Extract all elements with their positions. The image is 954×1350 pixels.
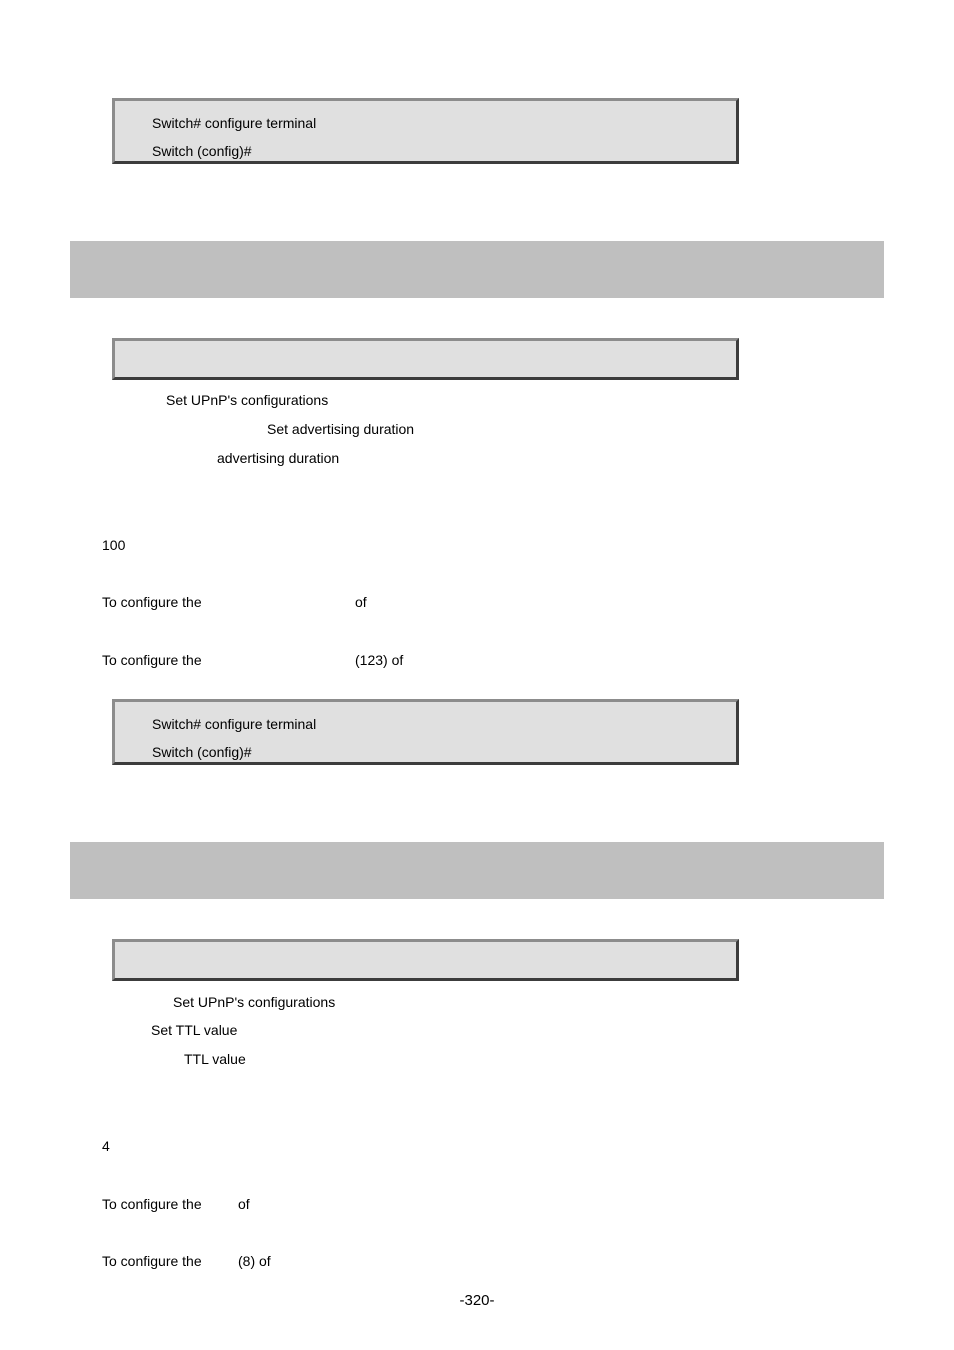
syntax-box <box>112 939 739 981</box>
usage-text: To configure the <box>102 594 202 610</box>
parameter-description: Set UPnP's configurations <box>166 392 329 408</box>
example-command-box <box>112 699 739 765</box>
syntax-box <box>112 338 739 380</box>
usage-text-suffix: of <box>355 594 367 610</box>
section-header-band <box>70 241 884 298</box>
usage-text-suffix: (8) of <box>238 1253 271 1269</box>
command-line: Switch (config)# <box>152 143 252 159</box>
parameter-description: Set UPnP's configurations <box>173 994 336 1010</box>
usage-text-suffix: (123) of <box>355 652 404 668</box>
page-number: -320- <box>459 1292 495 1309</box>
command-line: Switch (config)# <box>152 744 252 760</box>
parameter-description: advertising duration <box>217 450 340 466</box>
section-header-band <box>70 842 884 899</box>
default-value: 4 <box>102 1138 110 1154</box>
parameter-description: Set advertising duration <box>267 421 415 437</box>
command-line: Switch# configure terminal <box>152 115 317 131</box>
usage-text: To configure the <box>102 1253 202 1269</box>
command-line: Switch# configure terminal <box>152 716 317 732</box>
usage-text: To configure the <box>102 652 202 668</box>
default-value: 100 <box>102 537 126 553</box>
example-command-box <box>112 98 739 164</box>
usage-text-suffix: of <box>238 1196 250 1212</box>
usage-text: To configure the <box>102 1196 202 1212</box>
parameter-description: Set TTL value <box>151 1022 238 1038</box>
parameter-description: TTL value <box>184 1051 246 1067</box>
